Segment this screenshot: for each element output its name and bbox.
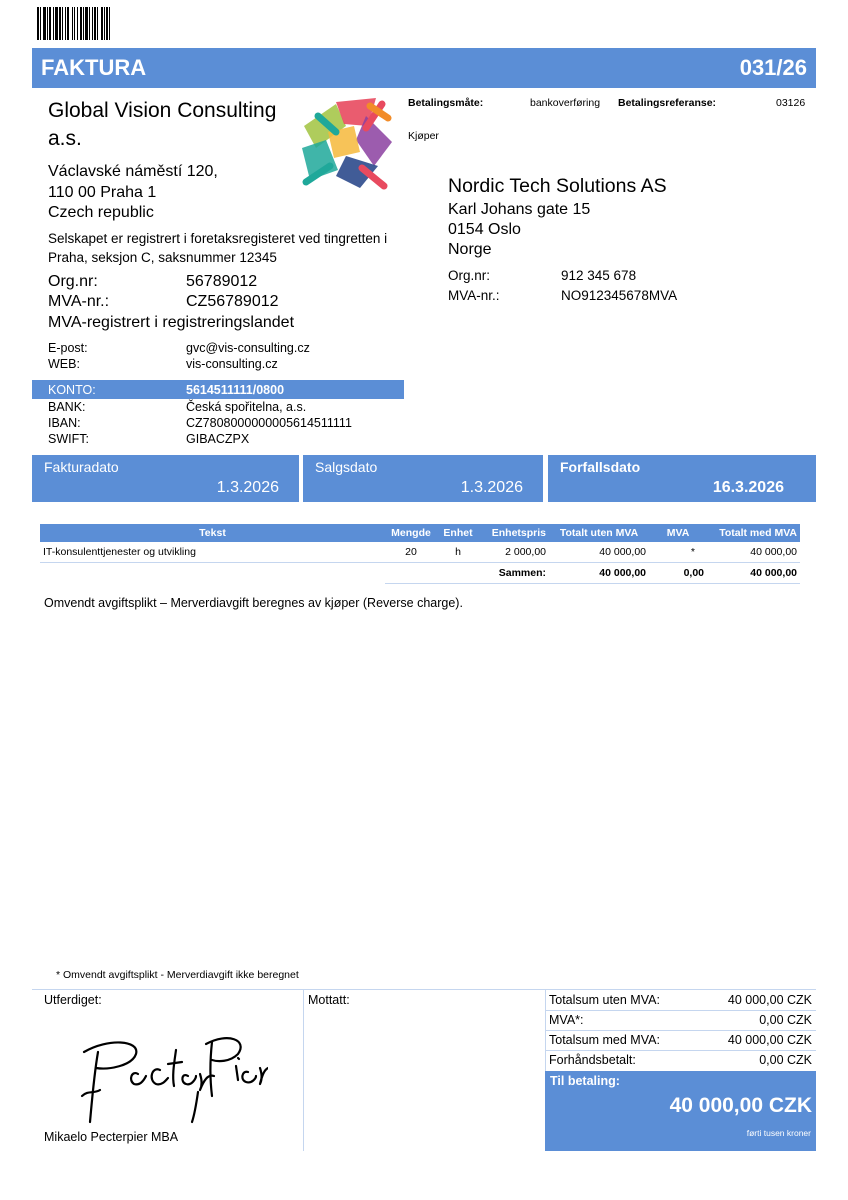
total-vat-label: MVA*:	[549, 1013, 584, 1027]
item-vat: *	[649, 542, 707, 563]
table-sum-row	[40, 563, 800, 584]
seller-vat-value: CZ56789012	[186, 293, 279, 310]
item-total-excl: 40 000,00	[549, 542, 649, 563]
seller-address-line: Václavské náměstí 120,	[48, 163, 218, 180]
invoice-header	[32, 48, 816, 88]
company-logo	[296, 96, 396, 192]
buyer-org-label: Org.nr:	[448, 268, 491, 283]
received-label: Mottatt:	[308, 993, 350, 1007]
invoice-date-label: Fakturadato	[44, 459, 119, 475]
amount-due-value: 40 000,00 CZK	[669, 1094, 812, 1117]
seller-swift-row	[48, 431, 388, 447]
amount-due-words: førti tusen kroner	[746, 1128, 811, 1138]
footnote: * Omvendt avgiftsplikt - Merverdiavgift ikke beregnet	[56, 969, 299, 981]
item-unit: h	[437, 542, 479, 563]
column-header: Totalt med MVA	[707, 524, 800, 542]
total-incl-value: 40 000,00 CZK	[727, 1033, 812, 1047]
item-unit-price: 2 000,00	[479, 542, 549, 563]
table-header-row	[40, 524, 800, 542]
issued-label: Utferdiget:	[44, 993, 102, 1007]
prepaid-label: Forhåndsbetalt:	[549, 1053, 636, 1067]
sum-vat: 0,00	[649, 563, 707, 584]
buyer-name: Nordic Tech Solutions AS	[448, 175, 667, 197]
column-header: Totalt uten MVA	[549, 524, 649, 542]
seller-account-value: 5614511111/0800	[186, 383, 285, 397]
sum-label: Sammen:	[385, 563, 549, 584]
seller-email-label: E-post:	[48, 341, 88, 355]
item-text: IT-konsulenttjenester og utvikling	[40, 542, 385, 563]
invoice-date-box	[32, 455, 299, 502]
total-excl-value: 40 000,00 CZK	[727, 993, 812, 1007]
prepaid-value: 0,00 CZK	[759, 1053, 812, 1067]
seller-address-line: Czech republic	[48, 204, 154, 221]
column-header: Enhetspris	[479, 524, 549, 542]
seller-vat-label: MVA-nr.:	[48, 293, 110, 310]
barcode-bar	[110, 7, 112, 40]
column-header: Mengde	[385, 524, 437, 542]
buyer-org-row	[448, 268, 808, 285]
prepaid-row	[545, 1050, 816, 1070]
seller-vat-note: MVA-registrert i registreringslandet	[48, 314, 295, 331]
buyer-address-line: Norge	[448, 241, 492, 258]
sum-total-excl: 40 000,00	[549, 563, 649, 584]
payment-method-label: Betalingsmåte:	[408, 97, 484, 109]
due-date-box	[548, 455, 816, 502]
seller-address-line: 110 00 Praha 1	[48, 183, 157, 201]
seller-web-row	[48, 356, 388, 372]
buyer-vat-label: MVA-nr.:	[448, 288, 500, 303]
seller-swift-value: GIBACZPX	[186, 432, 250, 446]
seller-email-value: gvc@vis-consulting.cz	[186, 341, 310, 355]
buyer-vat-row	[448, 288, 808, 305]
seller-name: Global Vision Consulting a.s.	[48, 99, 277, 150]
seller-email-row	[48, 340, 388, 356]
seller-iban-value: CZ7808000000005614511111	[186, 416, 352, 430]
seller-iban-row	[48, 415, 388, 431]
payment-reference-label: Betalingsreferanse:	[618, 97, 717, 109]
sale-date-box	[303, 455, 543, 502]
seller-account-row	[48, 382, 388, 398]
seller-web-label: WEB:	[48, 357, 80, 371]
amount-due-label: Til betaling:	[550, 1074, 620, 1088]
amount-due-box	[545, 1071, 816, 1151]
seller-vat-row	[48, 292, 388, 312]
total-vat-row	[545, 1010, 816, 1031]
column-header: MVA	[649, 524, 707, 542]
buyer-address-line: Karl Johans gate 15	[448, 201, 591, 218]
sum-total-incl: 40 000,00	[707, 563, 800, 584]
seller-iban-label: IBAN:	[48, 416, 81, 430]
total-incl-row	[545, 1030, 816, 1051]
due-date-label: Forfallsdato	[560, 459, 641, 475]
seller-org-label: Org.nr:	[48, 273, 98, 290]
invoice-date-value: 1.3.2026	[216, 479, 279, 496]
seller-bank-value: Česká spořitelna, a.s.	[186, 400, 307, 414]
sale-date-value: 1.3.2026	[460, 479, 523, 496]
seller-account-label: KONTO:	[48, 383, 96, 397]
items-table	[40, 524, 800, 584]
sale-date-label: Salgsdato	[315, 459, 378, 475]
seller-org-value: 56789012	[186, 273, 258, 290]
total-incl-label: Totalsum med MVA:	[549, 1033, 660, 1047]
payment-reference-value: 03126	[776, 97, 806, 109]
seller-web-value: vis-consulting.cz	[186, 357, 278, 371]
barcode	[37, 7, 175, 40]
table-row	[40, 542, 800, 563]
invoice-title: FAKTURA	[41, 55, 147, 80]
total-excl-label: Totalsum uten MVA:	[549, 993, 660, 1007]
buyer-org-value: 912 345 678	[561, 268, 637, 283]
column-header: Tekst	[40, 524, 385, 542]
buyer-label: Kjøper	[408, 130, 439, 142]
item-total-incl: 40 000,00	[707, 542, 800, 563]
seller-bank-label: BANK:	[48, 400, 86, 414]
payment-method-value: bankoverføring	[530, 97, 601, 109]
reverse-charge-note: Omvendt avgiftsplikt – Merverdiavgift beregnes av kjøper (Reverse charge).	[44, 596, 463, 610]
footer-column-divider	[303, 990, 304, 1151]
invoice-number: 031/26	[739, 55, 807, 80]
seller-swift-label: SWIFT:	[48, 432, 89, 446]
signer-name: Mikaelo Pecterpier MBA	[44, 1130, 179, 1144]
item-qty: 20	[385, 542, 437, 563]
seller-bank-row	[48, 399, 388, 415]
seller-org-row	[48, 272, 388, 292]
due-date-value: 16.3.2026	[712, 479, 784, 496]
total-excl-row	[545, 990, 816, 1011]
buyer-address-line: 0154 Oslo	[448, 221, 521, 238]
buyer-address	[448, 200, 590, 260]
seller-registration: Selskapet er registrert i foretaksregisteret ved tingretten i Praha, seksjon C, saksnummer 12345	[48, 231, 388, 265]
signature	[78, 1030, 268, 1126]
buyer-vat-value: NO912345678MVA	[561, 288, 678, 303]
seller-address	[48, 162, 308, 224]
total-vat-value: 0,00 CZK	[759, 1013, 812, 1027]
column-header: Enhet	[437, 524, 479, 542]
